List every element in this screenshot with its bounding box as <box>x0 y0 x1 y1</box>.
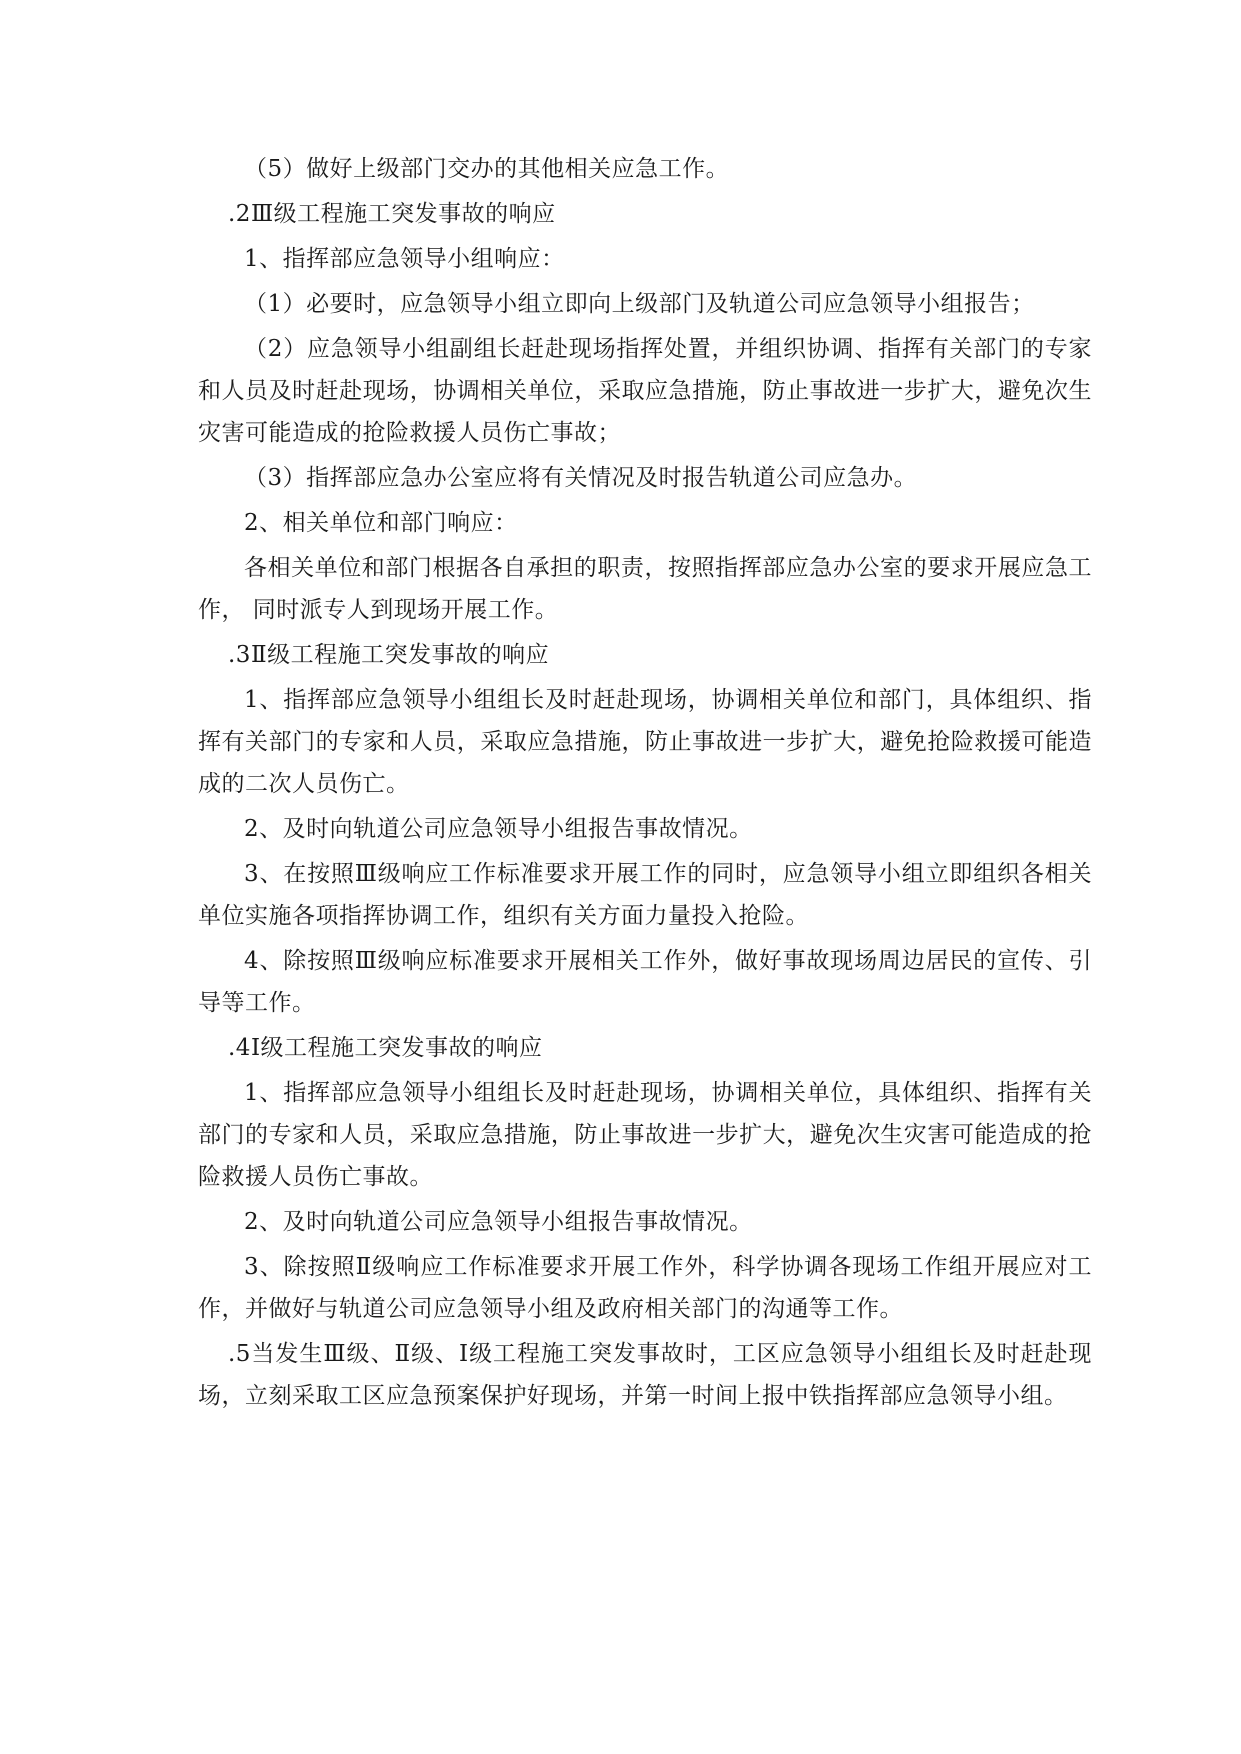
paragraph-item: 2、相关单位和部门响应： <box>244 510 518 536</box>
section-heading-level-3: .2Ⅲ级工程施工突发事故的响应 <box>228 201 556 227</box>
paragraph-item: （3）指挥部应急办公室应将有关情况及时报告轨道公司应急办。 <box>244 465 918 491</box>
paragraph-item: 3、除按照Ⅱ级响应工作标准要求开展工作外，科学协调各现场工作组开展应对工作，并做好与轨道公司应急领导小组及政府相关部门的沟通等工作。 <box>198 1254 1092 1322</box>
paragraph-body: 各相关单位和部门根据各自承担的职责，按照指挥部应急办公室的要求开展应急工作， 同时派专人到现场开展工作。 <box>198 555 1092 623</box>
section-heading-level-1: .4Ⅰ级工程施工突发事故的响应 <box>228 1035 543 1061</box>
document-body <box>198 148 1092 1420</box>
paragraph-item: （1）必要时，应急领导小组立即向上级部门及轨道公司应急领导小组报告； <box>244 291 1035 317</box>
paragraph-item: （2）应急领导小组副组长赶赴现场指挥处置，并组织协调、指挥有关部门的专家和人员及时赶赴现场，协调相关单位，采取应急措施，防止事故进一步扩大，避免次生灾害可能造成的抢险救援人员伤亡事故； <box>198 336 1092 446</box>
paragraph-item: 2、及时向轨道公司应急领导小组报告事故情况。 <box>244 816 753 842</box>
section-heading-all-levels: .5当发生Ⅲ级、Ⅱ级、Ⅰ级工程施工突发事故时，工区应急领导小组组长及时赶赴现场，立刻采取工区应急预案保护好现场，并第一时间上报中铁指挥部应急领导小组。 <box>198 1341 1092 1409</box>
paragraph-item: 3、在按照Ⅲ级响应工作标准要求开展工作的同时，应急领导小组立即组织各相关单位实施各项指挥协调工作，组织有关方面力量投入抢险。 <box>198 861 1092 929</box>
paragraph-item: 1、指挥部应急领导小组响应： <box>244 246 565 272</box>
paragraph-item: 2、及时向轨道公司应急领导小组报告事故情况。 <box>244 1209 753 1235</box>
paragraph-item: 4、除按照Ⅲ级响应标准要求开展相关工作外，做好事故现场周边居民的宣传、引导等工作。 <box>198 948 1092 1016</box>
section-heading-level-2: .3Ⅱ级工程施工突发事故的响应 <box>228 642 550 668</box>
paragraph-item-5: （5）做好上级部门交办的其他相关应急工作。 <box>244 156 730 182</box>
paragraph-item: 1、指挥部应急领导小组组长及时赶赴现场，协调相关单位和部门，具体组织、指挥有关部门的专家和人员，采取应急措施，防止事故进一步扩大，避免抢险救援可能造成的二次人员伤亡。 <box>198 687 1092 797</box>
paragraph-item: 1、指挥部应急领导小组组长及时赶赴现场，协调相关单位，具体组织、指挥有关部门的专家和人员，采取应急措施，防止事故进一步扩大，避免次生灾害可能造成的抢险救援人员伤亡事故。 <box>198 1080 1092 1190</box>
